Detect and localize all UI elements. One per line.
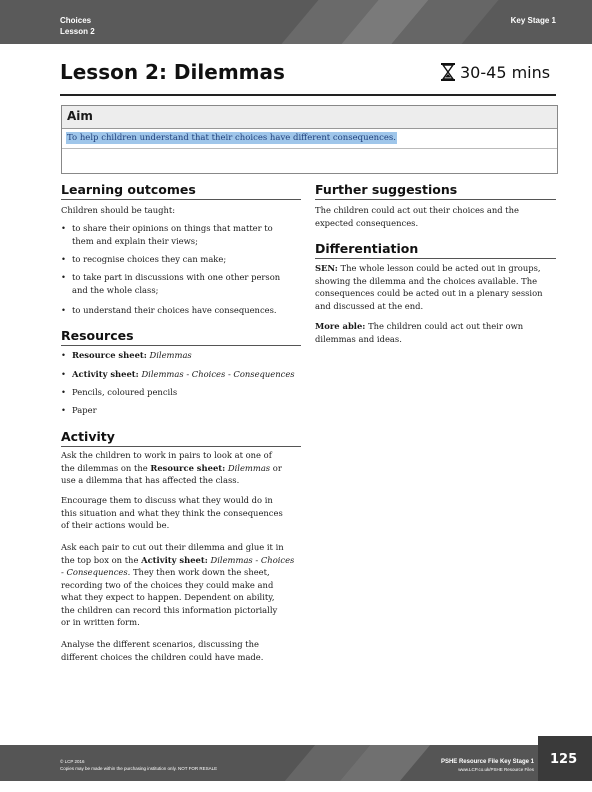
bullet: •	[61, 272, 66, 282]
footer-band	[0, 745, 592, 781]
aim-heading: Aim	[67, 109, 93, 123]
learning-outcomes-intro: Children should be taught:	[61, 205, 176, 215]
footer-file-title: PSHE Resource File Key Stage 1	[440, 759, 534, 765]
aim-header	[62, 106, 557, 128]
hourglass-icon	[440, 62, 456, 82]
activity-paragraph-1: Ask the children to work in pairs to look at one of the dilemmas on the Resource sheet: Dilemmas or use a dilemma that has affected the class.	[61, 450, 282, 485]
activity-paragraph-2: Encourage them to discuss what they would do in this situation and what they think the consequences of their actions would be.	[61, 495, 283, 530]
title-rule	[60, 94, 556, 96]
page-number: 125	[550, 752, 578, 767]
header-key-stage: Key Stage 1	[510, 16, 556, 25]
header-band	[0, 0, 592, 44]
activity-paragraph-4: Analyse the different scenarios, discussing the different choices the children could have made.	[61, 639, 264, 662]
section-rule	[61, 345, 301, 346]
section-rule	[315, 258, 556, 259]
page-title: Lesson 2: Dilemmas	[60, 60, 285, 84]
bullet: •	[61, 305, 66, 315]
section-rule	[315, 199, 556, 200]
aim-box	[61, 105, 558, 174]
learning-outcomes-heading: Learning outcomes	[61, 182, 196, 197]
list-item-text: to take part in discussions with one other person and the whole class;	[72, 272, 281, 295]
differentiation-sen: SEN: The whole lesson could be acted out in groups, showing the dilemma and the choices available. The consequences could be acted out in a plenary session and discussed at the end.	[315, 263, 543, 311]
section-rule	[61, 199, 301, 200]
bullet: •	[61, 254, 66, 264]
duration-text: 30-45 mins	[460, 62, 551, 82]
differentiation-more-able: More able: The children could act out their own dilemmas and ideas.	[315, 321, 524, 344]
activity-heading: Activity	[61, 429, 115, 444]
aim-text[interactable]: To help children understand that their choices have different consequences.	[67, 133, 396, 143]
footer-notice: Copies may be made within the purchasing institution only. NOT FOR RESALE	[60, 766, 218, 771]
aim-rule-lower	[62, 148, 557, 149]
bullet: •	[61, 223, 66, 233]
resources-heading: Resources	[61, 328, 134, 343]
duration	[440, 62, 550, 82]
list-item-text: to understand their choices have consequences.	[72, 305, 277, 315]
footer-website: www.LCP.co.uk/PSHE Resource Files	[458, 767, 534, 772]
further-suggestions-heading: Further suggestions	[315, 182, 458, 197]
further-suggestions-text: The children could act out their choices and the expected consequences.	[315, 205, 520, 228]
footer-copyright: © LCP 2016	[60, 759, 85, 764]
list-item-text: to recognise choices they can make;	[72, 254, 227, 264]
activity-paragraph-3: Ask each pair to cut out their dilemma and glue it in the top box on the Activity sheet: Dilemmas - Choices - Consequences. They then work down the sheet, recording two of the choices they could make and what they expect to happen. Dependent on ability, the children can record this information pictorially or in written form.	[61, 542, 295, 627]
header-section: Choices	[60, 16, 92, 25]
header-lesson: Lesson 2	[60, 27, 95, 36]
differentiation-heading: Differentiation	[315, 241, 419, 256]
page-number-box	[538, 736, 592, 781]
section-rule	[61, 446, 301, 447]
aim-rule	[62, 128, 557, 129]
list-item-text: to share their opinions on things that matter to them and explain their views;	[72, 223, 273, 246]
